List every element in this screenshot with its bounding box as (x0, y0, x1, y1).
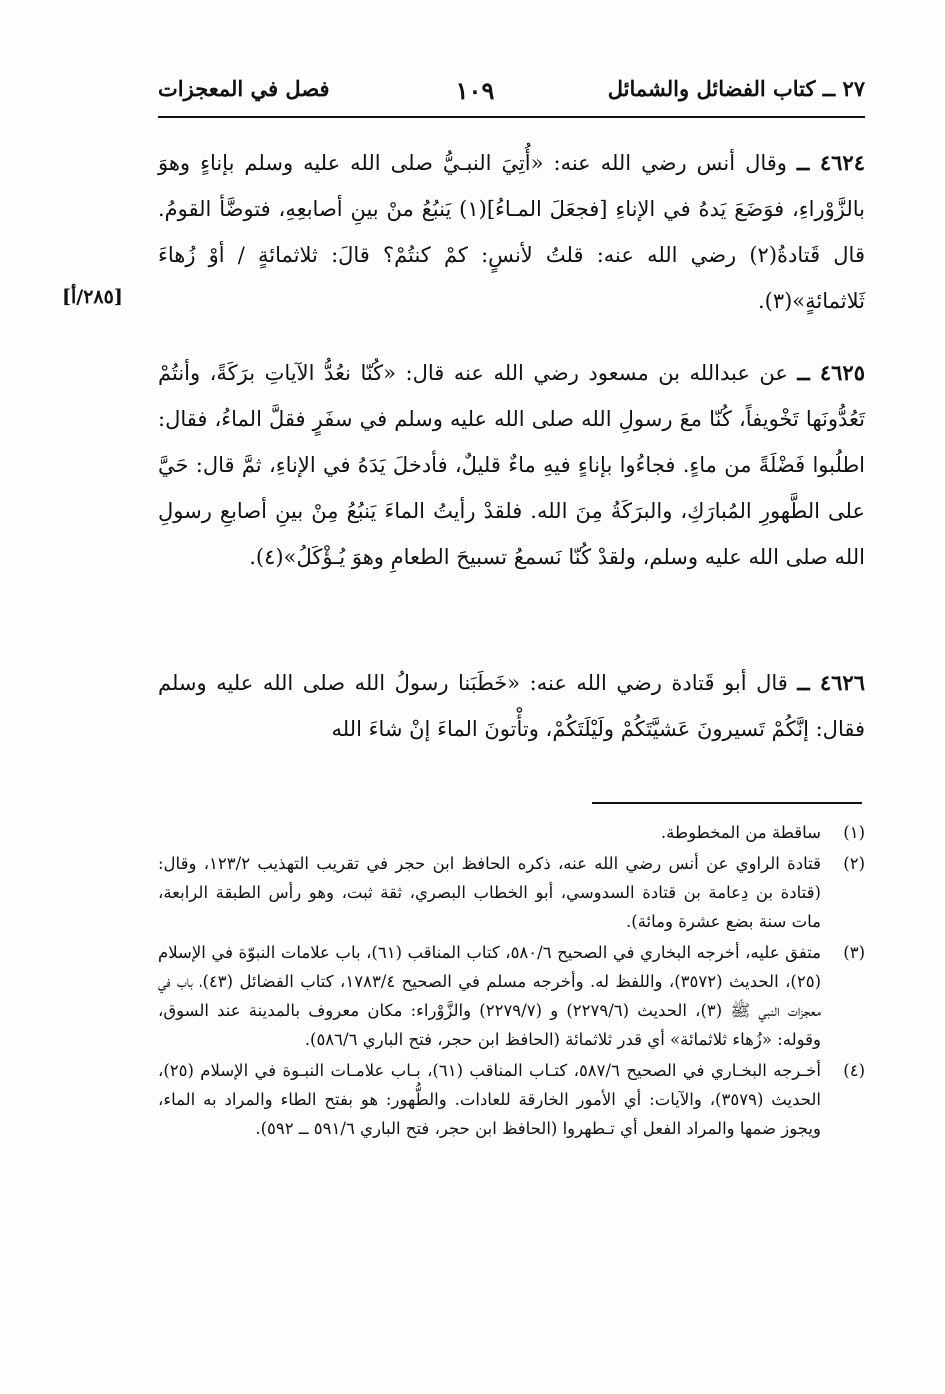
section-title: فصل في المعجزات (158, 76, 330, 101)
footnote-text: ساقطة من المخطوطة. (660, 823, 821, 842)
hadith-number: ٤٦٢٥ ــ (797, 360, 865, 385)
footnote-text: قتادة الراوي عن أنس رضي الله عنه، ذكره الحافظ ابن حجر في تقريب التهذيب ١٢٣/٢، وقال: (قتادة بن دِعامة بن قتادة السدوسي، أبو الخطاب البصري، ثقة ثبت، وهو رأس الطبقة الرابعة، مات سنة بضع عشرة ومائة). (158, 854, 821, 931)
footnote-number: (٢) (843, 854, 865, 873)
hadith-text: وقال أنس رضي الله عنه: «أُتِيَ النبـيُّ صلى الله عليه وسلم بإناءٍ وهوَ بالزَّوْراءِ، فوَضَعَ يَدهُ في الإناءِ [فجعَلَ المـاءُ](١) يَنبُعُ منْ بينِ أصابعِهِ، فتوضَّأ القومُ. قال قَتادةُ(٢) رضي الله عنه: قلتُ لأنسٍ: كمْ كنتُمْ؟ قالَ: ثلاثمائةٍ / أوْ زُهاءَ ثَلاثمائةٍ»(٣). (158, 151, 865, 313)
footnote-number: (١) (843, 823, 865, 842)
hadith-paragraph (158, 140, 865, 324)
hadith-number: ٤٦٢٤ ــ (796, 150, 865, 175)
footnote (158, 1056, 865, 1143)
footnotes (158, 818, 865, 1145)
manuscript-folio-note: [٢٨٥/أ] (62, 286, 123, 308)
footnote (158, 818, 865, 847)
footnote (158, 849, 865, 936)
footnote-rule (592, 802, 862, 804)
hadith-text: قال أبو قَتادة رضي الله عنه: «خَطَبَنا رسولُ الله صلى الله عليه وسلم فقال: إنَّكُمْ تَسيرونَ عَشيَّتَكُمْ ولَيْلَتَكُمْ، وتأْتونَ الماءَ إنْ شاءَ الله (158, 671, 865, 741)
footnote-number: (٣) (843, 943, 865, 962)
footnote-text: أخـرجه البخـاري في الصحيح ٥٨٧/٦، كتـاب المناقب (٦١)، بـاب علامـات النبـوة في الإسلام (٢٥)، الحديث (٣٥٧٩)، والآيات: أي الأمور الخارقة للعادات. والطُّهور: هو بفتح الطاء والمراد به الماء، ويجوز ضمها والمراد الفعل أي تـطهروا (الحافظ ابن حجر، فتح الباري ٥٩١/٦ ــ ٥٩٢). (158, 1061, 821, 1138)
page-number: ١٠٩ (455, 76, 495, 105)
footnote-text: متفق عليه، أخرجه البخاري في الصحيح ٥٨٠/٦، كتاب المناقب (٦١)، باب علامات النبوّة في الإسلام (٢٥)، الحديث (٣٥٧٢)، واللفظ له. وأخرجه مسلم في الصحيح ١٧٨٣/٤، كتاب الفضائل (٤٣)، باب في معجزات النبي ﷺ (٣)، الحديث (٢٢٧٩/٦) و (٢٢٧٩/٧) والزَّوْراء: مكان معروف بالمدينة عند السوق، وقوله: «زُهاء ثلاثمائة» أي قدر ثلاثمائة (الحافظ ابن حجر، فتح الباري ٥٨٦/٦). (158, 943, 822, 1049)
hadith-text: عن عبدالله بن مسعود رضي الله عنه قال: «كُنّا نعُدُّ الآياتِ برَكَةً، وأنتُمْ تَعُدُّونَها تَخْويفاً، كُنّا معَ رسولِ الله صلى الله عليه وسلم في سفَرٍ فقلَّ الماءُ، فقال: اطلُبوا فَضْلَةً من ماءٍ. فجاءُوا بإناءٍ فيهِ ماءٌ قليلٌ، فأدخلَ يَدَهُ في الإناءِ، ثمَّ قال: حَيَّ على الطَّهورِ المُبارَكِ، والبرَكَةُ مِنَ الله. فلقدْ رأيتُ الماءَ يَنبُعُ مِنْ بينِ أصابعِ رسولِ الله صلى الله عليه وسلم، ولقدْ كُنّا نَسمعُ تسبيحَ الطعامِ وهوَ يُـؤْكَلُ»(٤). (158, 361, 865, 569)
hadith-paragraph (158, 660, 865, 752)
footnote (158, 938, 865, 1054)
header-rule (158, 116, 865, 118)
footnote-number: (٤) (843, 1061, 865, 1080)
hadith-paragraph (158, 350, 865, 580)
hadith-number: ٤٦٢٦ ــ (797, 670, 865, 695)
chapter-title: ٢٧ ــ كتاب الفضائل والشمائل (607, 76, 865, 101)
